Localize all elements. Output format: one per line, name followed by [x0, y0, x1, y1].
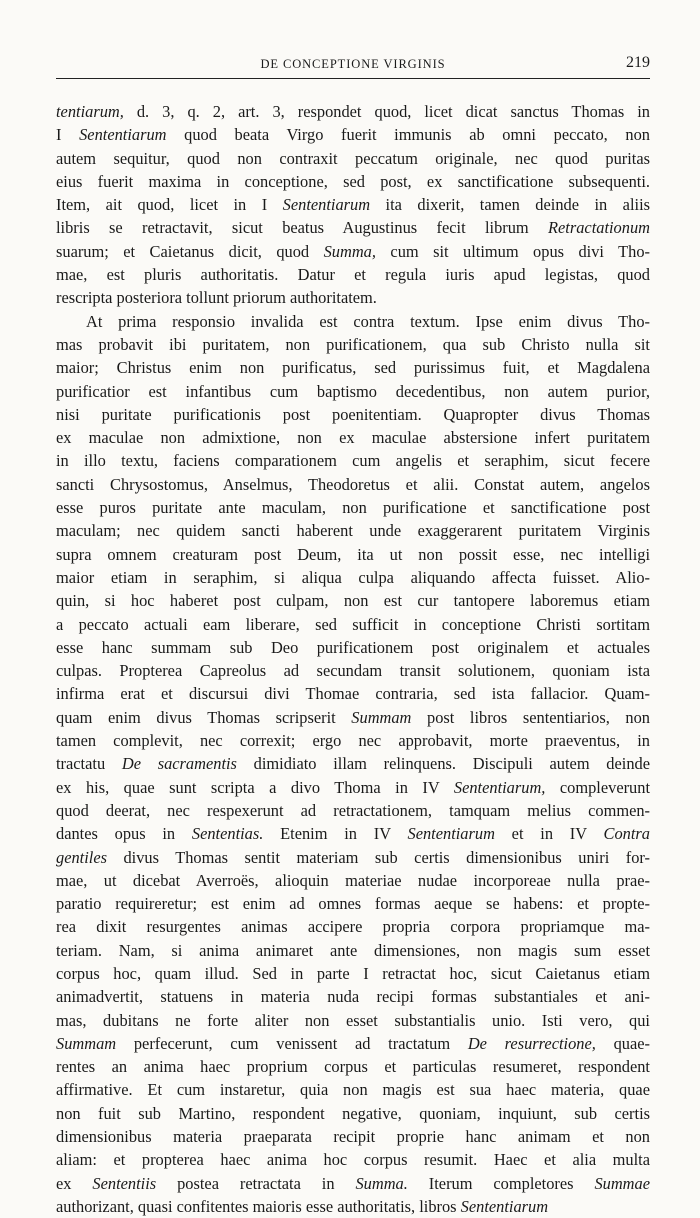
italic-text: tentiarum, — [56, 102, 124, 121]
italic-text: Summae — [594, 1173, 650, 1193]
page-number: 219 — [626, 54, 650, 71]
text-run: maculam; nec quidem sancti haberent unde exaggerarent puritatem Virginis — [56, 521, 650, 541]
text-run: maior etiam in seraphim, si aliqua culpa aliquando affecta fuisset. Alio- — [56, 567, 650, 587]
text-run: rea dixit resurgentes animas accipere propria corpora propriamque ma- — [56, 917, 650, 937]
text-run: quod beata Virgo fuerit immunis ab omni peccato, non — [166, 125, 650, 145]
header-rule — [56, 78, 650, 79]
text-line — [56, 822, 650, 845]
italic-text: gentiles — [56, 847, 107, 867]
text-run: ex — [56, 1173, 93, 1193]
text-line — [56, 1148, 650, 1171]
body-text — [56, 100, 650, 1218]
text-run: esse hanc summam sub Deo purificationem post originalem et actuales — [56, 637, 650, 657]
text-line — [56, 706, 650, 729]
text-run: rescripta posteriora tollunt priorum authoritatem. — [56, 288, 377, 308]
italic-text: Sententiarum — [407, 824, 495, 844]
paragraph — [56, 100, 650, 310]
italic-text: Summa, — [323, 241, 376, 261]
text-line — [56, 1172, 650, 1195]
text-run: cum sit ultimum opus divi Tho- — [375, 241, 650, 261]
text-run: culpas. Propterea Capreolus ad secundam transit solutionem, quoniam ista — [56, 661, 650, 681]
text-line — [56, 962, 650, 985]
text-line — [56, 123, 650, 146]
text-line — [56, 752, 650, 775]
italic-text: Sententiarum — [282, 195, 371, 215]
text-run: tamen complevit, nec correxit; ergo nec approbavit, morte praeventus, in — [56, 731, 650, 751]
text-run: quae- — [595, 1033, 650, 1053]
text-line — [56, 1125, 650, 1148]
text-run: suarum; et Caietanus dicit, quod — [56, 241, 324, 261]
text-run: divus Thomas sentit materiam sub certis dimensionibus uniri for- — [106, 847, 650, 867]
running-head — [56, 54, 650, 76]
text-line — [56, 380, 650, 403]
text-run: dantes opus in — [56, 824, 192, 844]
text-line — [56, 519, 650, 542]
text-line — [56, 776, 650, 799]
text-run: non fuit sub Martino, respondent negative, quoniam, inquiunt, sub certis — [56, 1103, 650, 1123]
text-line — [56, 566, 650, 589]
text-run: libris se retractavit, sicut beatus Augustinus fecit librum — [56, 218, 549, 238]
text-run: mas, dubitans ne forte aliter non esset substantialis unio. Isti vero, qui — [56, 1010, 650, 1030]
text-run: rentes an anima haec proprium corpus et particulas resumeret, respondent — [56, 1057, 650, 1077]
italic-text: Sententiarum, — [453, 777, 546, 797]
italic-text: Sententiarum — [460, 1196, 549, 1216]
text-line — [56, 1032, 650, 1055]
text-run: et in IV — [494, 824, 604, 844]
text-line — [56, 915, 650, 938]
text-line — [56, 216, 650, 239]
text-run: eius fuerit maxima in conceptione, sed post, ex sanctificatione subsequenti. — [56, 171, 650, 191]
text-run: quam enim divus Thomas scripserit — [56, 707, 352, 727]
italic-text: De sacramentis — [121, 754, 237, 774]
text-line — [56, 636, 650, 659]
paragraph — [56, 310, 650, 1218]
text-run: sancti Chrysostomus, Anselmus, Theodoretus et alii. Constat autem, angelos — [56, 474, 650, 494]
text-run: ex his, quae sunt scripta a divo Thoma in IV — [56, 777, 454, 797]
text-line — [56, 659, 650, 682]
text-run: purificatior est infantibus cum baptismo decedentibus, non autem purior, — [56, 381, 650, 401]
text-run: compleverunt — [545, 777, 650, 797]
text-run: Etenim in IV — [263, 824, 408, 844]
text-run: quod deerat, nec respexerunt ad retractationem, tamquam melius commen- — [56, 800, 650, 820]
text-run: quin, si hoc haberet post culpam, non est cur tantopere laboremus etiam — [56, 591, 650, 611]
italic-text: Summam — [56, 1033, 117, 1053]
text-run: maior; Christus enim non purificatus, sed purissimus fuit, et Magdalena — [56, 358, 650, 378]
text-line — [56, 286, 650, 309]
italic-text: De resurrectione, — [467, 1033, 596, 1053]
text-run: ita dixerit, tamen deinde in aliis — [370, 195, 650, 215]
text-line — [56, 985, 650, 1008]
text-line — [56, 170, 650, 193]
text-run: paratio requireretur; est enim ad omnes formas aeque se habens: et propte- — [56, 894, 650, 914]
text-run: dimidiato illam relinquens. Discipuli autem deinde — [236, 754, 650, 774]
italic-text: Summa. — [355, 1173, 408, 1193]
italic-text: Sententias. — [191, 824, 264, 844]
text-line — [56, 496, 650, 519]
text-run: d. 3, q. 2, art. 3, respondet quod, licet dicat sanctus Thomas in — [123, 102, 650, 121]
text-run: corpus hoc, quam illud. Sed in parte I retractat hoc, sicut Caietanus etiam — [56, 963, 650, 983]
text-run: mas probavit ibi puritatem, non purificationem, qua sub Christo nulla sit — [56, 334, 650, 354]
text-run: post libros sententiarios, non — [411, 707, 650, 727]
text-line — [56, 193, 650, 216]
text-run: postea retractata in — [156, 1173, 356, 1193]
italic-text: Contra — [603, 824, 650, 844]
text-line — [56, 729, 650, 752]
text-line — [56, 799, 650, 822]
text-line — [56, 1078, 650, 1101]
text-line — [56, 589, 650, 612]
text-line — [56, 240, 650, 263]
text-run: tractatu — [56, 754, 122, 774]
text-run: teriam. Nam, si anima animaret ante dimensiones, non magis sum esset — [56, 940, 650, 960]
text-line — [56, 939, 650, 962]
text-line — [56, 1009, 650, 1032]
text-line — [56, 449, 650, 472]
text-line — [56, 1195, 650, 1218]
text-run: perfecerunt, cum venissent ad tractatum — [116, 1033, 468, 1053]
text-run: Iterum completores — [407, 1173, 595, 1193]
italic-text: Sententiis — [92, 1173, 157, 1193]
text-line — [56, 147, 650, 170]
text-run: I — [56, 125, 80, 145]
running-title: DE CONCEPTIONE VIRGINIS — [260, 57, 446, 71]
text-run: supra omnem creaturam post Deum, ita ut non possit esse, nec intelligi — [56, 544, 650, 564]
text-run: mae, est pluris authoritatis. Datur et regula iuris apud legistas, quod — [56, 265, 650, 285]
text-line — [56, 356, 650, 379]
text-run: a peccato actuali eam liberare, sed sufficit in conceptione Christi sortitam — [56, 614, 650, 634]
text-run: infirma erat et discursui divi Thomae contraria, sed ista fallacior. Quam- — [56, 684, 650, 704]
text-run: At prima responsio invalida est contra textum. Ipse enim divus Tho- — [86, 311, 650, 331]
text-line — [56, 310, 650, 333]
text-line — [56, 426, 650, 449]
text-line — [56, 682, 650, 705]
text-run: aliam: et propterea haec anima hoc corpus resumit. Haec et alia multa — [56, 1150, 650, 1170]
text-run: ex maculae non admixtione, non ex maculae abstersione infert puritatem — [56, 428, 650, 448]
text-run: in illo textu, faciens comparationem cum angelis et seraphim, sicut fecere — [56, 451, 650, 471]
text-run: nisi puritate purificationis post poenitentiam. Quapropter divus Thomas — [56, 404, 650, 424]
text-line — [56, 846, 650, 869]
text-line — [56, 263, 650, 286]
text-line — [56, 869, 650, 892]
text-line — [56, 473, 650, 496]
italic-text: Retractationum — [548, 218, 650, 238]
italic-text: Sententiarum — [79, 125, 167, 145]
text-run: animadvertit, statuens in materia nuda recipi formas substantiales et ani- — [56, 987, 650, 1007]
text-line — [56, 543, 650, 566]
text-run: autem sequitur, quod non contraxit peccatum originale, nec quod puritas — [56, 148, 650, 168]
text-line — [56, 100, 650, 123]
text-line — [56, 1102, 650, 1125]
text-run: dimensionibus materia praeparata recipit proprie hanc animam et non — [56, 1127, 650, 1147]
text-line — [56, 333, 650, 356]
text-line — [56, 892, 650, 915]
text-run: affirmative. Et cum instaretur, quia non magis est sua haec materia, quae — [56, 1080, 650, 1100]
text-line — [56, 613, 650, 636]
text-run: Item, ait quod, licet in I — [56, 195, 283, 215]
italic-text: Summam — [351, 707, 412, 727]
text-run: esse puros puritate ante maculam, non purificatione et sanctificatione post — [56, 498, 650, 518]
text-run: authorizant, quasi confitentes maioris esse authoritatis, libros — [56, 1196, 461, 1216]
text-line — [56, 403, 650, 426]
text-run: mae, ut dicebat Averroës, alioquin materiae nudae incorporeae nulla prae- — [56, 870, 650, 890]
text-line — [56, 1055, 650, 1078]
